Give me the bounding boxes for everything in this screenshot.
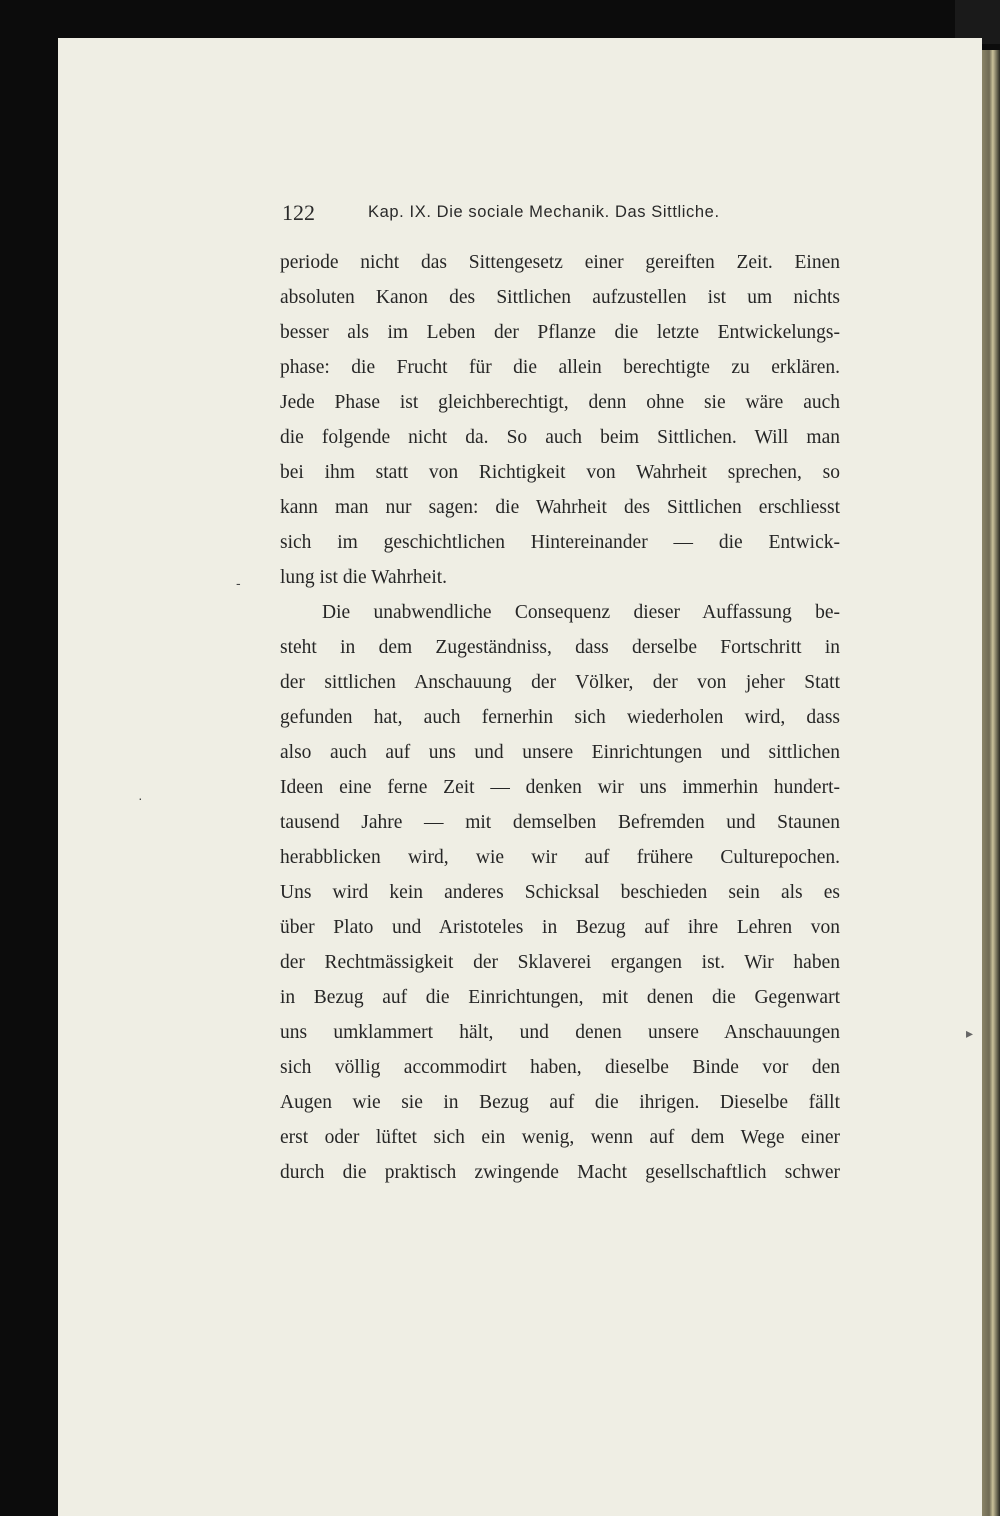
body-text bbox=[280, 245, 840, 1245]
text-line: also auch auf uns und unsere Einrichtungen und sittlichen bbox=[280, 742, 840, 763]
text-line: phase: die Frucht für die allein berechtigte zu erklären. bbox=[280, 357, 840, 378]
text-line: Jede Phase ist gleichberechtigt, denn ohne sie wäre auch bbox=[280, 392, 840, 413]
text-line: steht in dem Zugeständniss, dass derselbe Fortschritt in bbox=[280, 637, 840, 658]
page-edge bbox=[982, 50, 1000, 1516]
text-line: der Rechtmässigkeit der Sklaverei ergangen ist. Wir haben bbox=[280, 952, 840, 973]
text-line: erst oder lüftet sich ein wenig, wenn auf dem Wege einer bbox=[280, 1127, 840, 1148]
text-line: lung ist die Wahrheit. bbox=[280, 567, 448, 588]
text-line: über Plato und Aristoteles in Bezug auf ihre Lehren von bbox=[280, 917, 840, 938]
text-line: bei ihm statt von Richtigkeit von Wahrheit sprechen, so bbox=[280, 462, 840, 483]
text-line: durch die praktisch zwingende Macht gesellschaftlich schwer bbox=[280, 1162, 840, 1183]
text-line: Augen wie sie in Bezug auf die ihrigen. Dieselbe fällt bbox=[280, 1092, 840, 1113]
text-line: sich völlig accommodirt haben, dieselbe Binde vor den bbox=[280, 1057, 840, 1078]
running-title: Kap. IX. Die sociale Mechanik. Das Sittliche. bbox=[368, 203, 720, 221]
margin-dot: · bbox=[138, 790, 143, 806]
text-line: periode nicht das Sittengesetz einer gereiften Zeit. Einen bbox=[280, 252, 840, 273]
text-line: besser als im Leben der Pflanze die letzte Entwickelungs- bbox=[280, 322, 840, 343]
text-line: herabblicken wird, wie wir auf frühere Culturepochen. bbox=[280, 847, 840, 868]
margin-mark: - bbox=[236, 575, 241, 591]
text-line: absoluten Kanon des Sittlichen aufzustellen ist um nichts bbox=[280, 287, 840, 308]
text-line: sich im geschichtlichen Hintereinander — die Entwick- bbox=[280, 532, 840, 553]
text-line: gefunden hat, auch fernerhin sich wiederholen wird, dass bbox=[280, 707, 840, 728]
text-line: uns umklammert hält, und denen unsere Anschauungen bbox=[280, 1022, 840, 1043]
edge-mark: ▸ bbox=[966, 1025, 974, 1041]
text-line: Uns wird kein anderes Schicksal beschieden sein als es bbox=[280, 882, 840, 903]
running-header bbox=[282, 200, 842, 230]
text-line: in Bezug auf die Einrichtungen, mit denen die Gegenwart bbox=[280, 987, 840, 1008]
text-line: der sittlichen Anschauung der Völker, der von jeher Statt bbox=[280, 672, 840, 693]
text-line: die folgende nicht da. So auch beim Sittlichen. Will man bbox=[280, 427, 840, 448]
text-line: kann man nur sagen: die Wahrheit des Sittlichen erschliesst bbox=[280, 497, 840, 518]
text-line: Die unabwendliche Consequenz dieser Auffassung be- bbox=[322, 602, 840, 623]
text-line: tausend Jahre — mit demselben Befremden und Staunen bbox=[280, 812, 840, 833]
text-line: Ideen eine ferne Zeit — denken wir uns immerhin hundert- bbox=[280, 777, 840, 798]
page-number: 122 bbox=[282, 200, 315, 225]
